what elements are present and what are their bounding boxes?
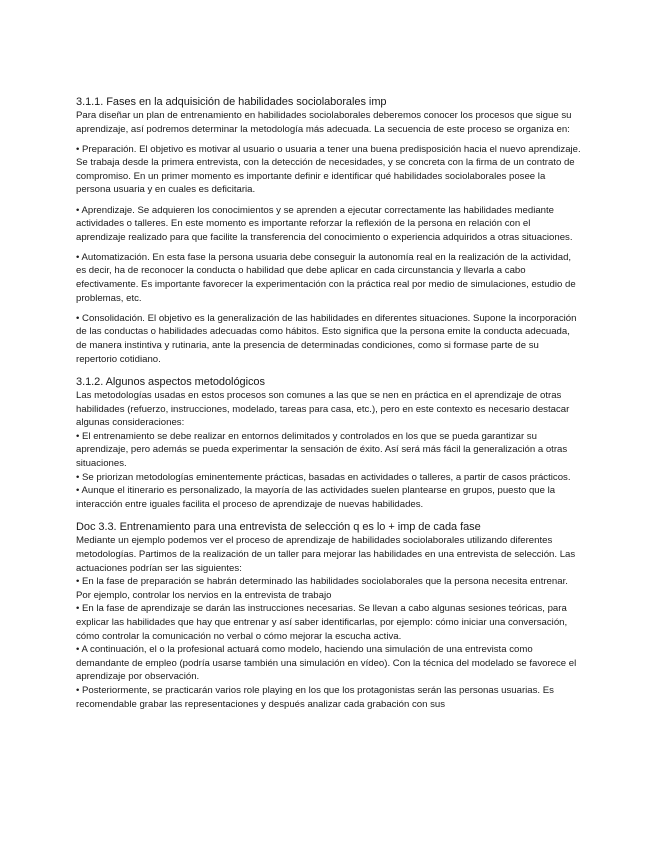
list-item: • En la fase de aprendizaje se darán las instrucciones necesarias. Se llevan a cabo algunas sesiones teóricas, para explicar las habilidades que hay que entrenar y así saber identificarlas, por ejemplo: cómo iniciar una conversación, cómo controlar la comunicación no verbal o cómo mejorar la escucha activa. <box>76 603 568 642</box>
section-fases <box>76 95 581 366</box>
section-intro: Las metodologías usadas en estos procesos son comunes a las que se nen en práctica en el aprendizaje de otras habilidades (refuerzo, instrucciones, modelado, tareas para casa, etc.), pero en este contexto es necesario destacar algunas consideraciones: <box>76 390 570 429</box>
section-doc-entrenamiento <box>76 520 581 711</box>
list-item: • En la fase de preparación se habrán determinado las habilidades sociolaborales que la persona necesita entrenar. Por ejemplo, controlar los nervios en la entrevista de trabajo <box>76 576 568 601</box>
list-item: • El entrenamiento se debe realizar en entornos delimitados y controlados en los que se pueda garantizar su aprendizaje, pero además se pueda experimentar la sensación de éxito. Así será más fácil la generalización a otras situaciones. <box>76 430 568 470</box>
list-item: • Consolidación. El objetivo es la generalización de las habilidades en diferentes situaciones. Supone la incorporación de las conductas o habilidades adecuadas como hábitos. Esto significa que la persona emite la conducta adecuada, de manera instintiva y rutinaria, ante la presencia de determinadas condiciones, como si formase parte de su repertorio cotidiano. <box>76 312 577 365</box>
list-item: • Posteriormente, se practicarán varios role playing en los que los protagonistas serán las personas usuarias. Es recomendable grabar las representaciones y después analizar cada grabación con sus <box>76 684 554 710</box>
list-item: • Aunque el itinerario es personalizado, la mayoría de las actividades suelen plantearse en grupos, puesto que la interacción entre iguales facilita el proceso de aprendizaje de nuevas habilidades. <box>76 485 556 510</box>
section-heading: Doc 3.3. Entrenamiento para una entrevista de selección q es lo + imp de cada fase <box>76 521 481 534</box>
list-item: • Se priorizan metodologías eminentemente prácticas, basadas en actividades o talleres, a partir de casos prácticos. <box>76 471 571 483</box>
list-item: • Automatización. En esta fase la persona usuaria debe conseguir la autonomía real en la realización de la actividad, es decir, ha de reconocer la conducta o habilidad que debe aplicar en cada circunstancia y llevarla a cabo efectivamente. Es importante favorecer la experimentación con la práctica real por medio de simulaciones, estudio de problemas, etc. <box>76 251 576 304</box>
section-heading: 3.1.1. Fases en la adquisición de habilidades sociolaborales imp <box>76 96 387 108</box>
section-intro: Mediante un ejemplo podemos ver el proceso de aprendizaje de habilidades sociolaborales utilizando diferentes metodologías. Partimos de la realización de un taller para mejorar las habilidades en una entrevista de selección. Las actuaciones podrían ser las siguientes: <box>76 535 576 574</box>
section-intro: Para diseñar un plan de entrenamiento en habilidades sociolaborales deberemos conocer los procesos que sigue su aprendizaje, así podremos determinar la metodología más adecuada. La secuencia de este proceso se organiza en: <box>76 110 572 135</box>
list-item: • A continuación, el o la profesional actuará como modelo, haciendo una simulación de una entrevista como demandante de empleo (podría usarse también una simulación en vídeo). Con la técnica del modelado se favorece el aprendizaje por observación. <box>76 644 577 683</box>
section-heading: 3.1.2. Algunos aspectos metodológicos <box>76 376 265 389</box>
list-item: • Aprendizaje. Se adquieren los conocimientos y se aprenden a ejecutar correctamente las habilidades mediante actividades o talleres. En este momento es importante reforzar la reflexión de la persona en relación con el aprendizaje realizado para que facilite la transferencia del conocimiento o experiencia adquiridos a otras situaciones. <box>76 204 573 243</box>
document-page <box>76 95 581 711</box>
section-aspectos-metodologicos <box>76 375 581 511</box>
list-item: • Preparación. El objetivo es motivar al usuario o usuaria a tener una buena predisposición hacia el nuevo aprendizaje. Se trabaja desde la primera entrevista, con la detección de necesidades, y se concreta con la firma de un contrato de compromiso. En un primer momento es importante definir e identificar qué habilidades sociolaborales posee la persona usuaria y en cuales es deficitaria. <box>76 143 581 196</box>
